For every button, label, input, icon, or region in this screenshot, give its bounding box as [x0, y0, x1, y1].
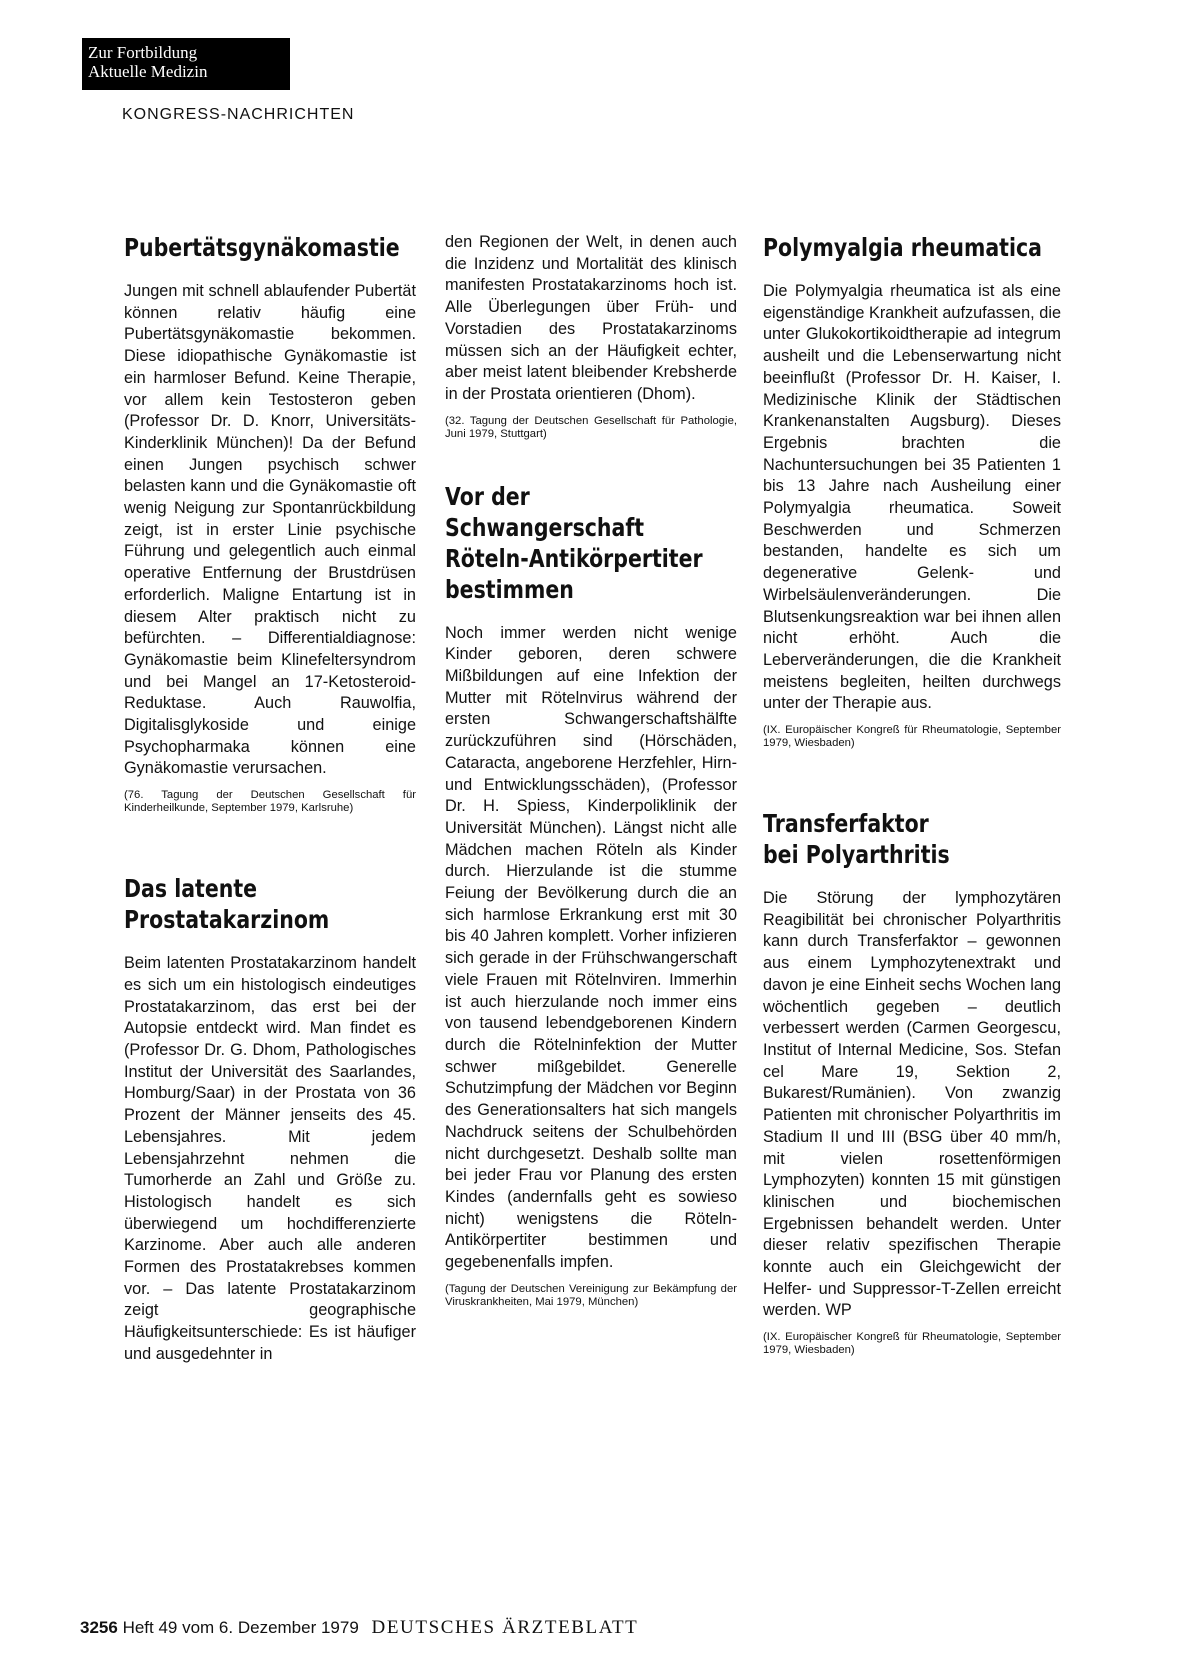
article-source-pubertaet: (76. Tagung der Deutschen Gesellschaft für Kinderheilkunde, September 1979, Karlsruhe) — [124, 789, 416, 815]
article-title-pubertaet: Pubertätsgynäkomastie — [124, 233, 400, 262]
article-title-transfer: Transferfaktor bei Polyarthritis — [763, 809, 950, 870]
column-1 — [124, 232, 416, 1366]
article-body-polymyalgia: Die Polymyalgia rheumatica ist als eine eigenständige Krankheit aufzufassen, die unter Glukokortikoidtherapie ad integrum ausheilt und die Lebenserwartung nicht beeinflußt (Professor Dr. H. Kaiser, I. Medizinische Klinik der Städtischen Krankenanstalten Augsburg). Dieses Ergebnis brachten die Nachuntersuchungen bei 35 Patienten 1 bis 13 Jahre nach Ausheilung einer Polymyalgia rheumatica. Soweit Beschwerden und Schmerzen bestanden, handelte es sich um degenerative Gelenk- und Wirbelsäulenveränderungen. Die Blutsenkungsreaktion war bei ihnen allen nicht erhöht. Auch die Leberveränderungen, die die Krankheit meistens begleiten, heilten durchwegs unter der Therapie aus. — [763, 282, 1061, 713]
article-body-roeteln: Noch immer werden nicht wenige Kinder geboren, deren schwere Mißbildungen auf eine Infektion der Mutter mit Rötelnvirus während der ersten Schwangerschaftshälfte zurückzuführen sind (Hörschäden, Cataracta, angeborene Herzfehler, Hirn- und Entwicklungsschäden), (Professor Dr. H. Spiess, Kinderpoliklinik der Universität München). Längst nicht alle Mädchen machen Röteln als Kinder durch. Hierzulande ist die stumme Feiung der Bevölkerung durch die an sich harmlose Erkrankung erst mit 30 bis 40 Jahren komplett. Vorher infizieren sich gerade in der Frühschwangerschaft viele Frauen mit Rötelnviren. Immerhin ist auch hierzulande noch immer eins von tausend lebendgeborenen Kindern durch die Rötelninfektion der Mutter schwer mißgebildet. Generelle Schutzimpfung der Mädchen vor Beginn des Generationsalters hat sich mangels Nachdruck seitens der Schulbehörden nicht durchgesetzt. Deshalb sollte man bei jeder Frau vor Planung des ersten Kindes (andernfalls geht es sowieso nicht) wenigstens die Röteln-Antikörpertiter bestimmen und gegebenenfalls impfen. — [445, 623, 737, 1272]
column-3 — [763, 232, 1061, 1357]
article-title-roeteln: Vor der Schwangerschaft Röteln-Antikörpertiter bestimmen — [445, 481, 703, 604]
article-source-polymyalgia: (IX. Europäischer Kongreß für Rheumatologie, September 1979, Wiesbaden) — [763, 724, 1061, 750]
column-2 — [445, 232, 737, 1309]
article-title-prostata: Das latente Prostatakarzinom — [124, 874, 330, 935]
article-title-polymyalgia: Polymyalgia rheumatica — [763, 233, 1042, 262]
section-badge — [82, 38, 290, 90]
article-body-transfer: Die Störung der lymphozytären Reagibilität bei chronischer Polyarthritis kann durch Transferfaktor – gewonnen aus einem Lymphozytenextrakt und davon je eine Einheit sechs Wochen lang wöchentlich gegeben – deutlich verbessert werden (Carmen Georgescu, Institut of Internal Medicine, Sos. Stefan cel Mare 19, Sektion 2, Bukarest/Rumänien). Von zwanzig Patienten mit chronischer Polyarthritis im Stadium II und III (BSG über 40 mm/h, mit vielen rosettenförmigen Lymphozyten) konnten 15 mit günstigen klinischen und biochemischen Ergebnissen behandelt werden. Unter dieser relativ spezifischen Therapie konnte auch ein Gleichgewicht der Helfer- und Suppressor-T-Zellen erreicht werden. WP — [763, 889, 1061, 1320]
article-source-roeteln: (Tagung der Deutschen Vereinigung zur Bekämpfung der Viruskrankheiten, Mai 1979, München) — [445, 1282, 737, 1308]
article-body-pubertaet: Jungen mit schnell ablaufender Pubertät können relativ häufig eine Pubertätsgynäkomastie bekommen. Diese idiopathische Gynäkomastie ist ein harmloser Befund. Keine Therapie, vor allem kein Testosteron geben (Professor Dr. D. Knorr, Universitäts-Kinderklinik München)! Da der Befund einen Jungen psychisch schwer belasten kann und die Gynäkomastie oft wenig Neigung zur Spontanrückbildung zeigt, ist in erster Linie psychische Führung und gelegentlich auch einmal operative Entfernung der Brustdrüsen erforderlich. Maligne Entartung ist in diesem Alter praktisch nicht zu befürchten. – Differentialdiagnose: Gynäkomastie beim Klinefeltersyndrom und bei Mangel an 17-Ketosteroid-Reduktase. Auch Rauwolfia, Digitalisglykoside und einige Psychopharmaka können eine Gynäkomastie verursachen. — [124, 282, 416, 778]
magazine-name: DEUTSCHES ÄRZTEBLATT — [371, 1617, 639, 1638]
article-body-prostata-part2: den Regionen der Welt, in denen auch die Inzidenz und Mortalität des klinisch manifesten Prostatakarzinoms hoch ist. Alle Überlegungen über Früh- und Vorstadien des Prostatakarzinoms müssen sich an der Häufigkeit echter, aber meist latent bleibender Krebsherde in der Prostata orientieren (Dhom). — [445, 233, 737, 403]
page-number: 3256 — [80, 1618, 118, 1637]
article-source-transfer: (IX. Europäischer Kongreß für Rheumatologie, September 1979, Wiesbaden) — [763, 1331, 1061, 1357]
article-body-prostata-part1: Beim latenten Prostatakarzinom handelt es sich um ein histologisch eindeutiges Prostatakarzinom, das erst bei der Autopsie entdeckt wird. Man findet es (Professor Dr. G. Dhom, Pathologisches Institut der Universität des Saarlandes, Homburg/Saar) in der Prostata von 36 Prozent der Männer jenseits des 45. Lebensjahres. Mit jedem Lebensjahrzehnt nehmen die Tumorherde an Zahl und Größe zu. Histologisch handelt es sich überwiegend um hochdifferenzierte Karzinome. Aber auch alle anderen Formen des Prostatakrebses kommen vor. – Das latente Prostatakarzinom zeigt geographische Häufigkeitsunterschiede: Es ist häufiger und ausgedehnter in — [124, 954, 416, 1363]
badge-line-2: Aktuelle Medizin — [88, 62, 208, 81]
badge-line-1: Zur Fortbildung — [88, 43, 198, 62]
issue-info: Heft 49 vom 6. Dezember 1979 — [122, 1618, 359, 1637]
page-footer — [80, 1617, 638, 1639]
section-label: KONGRESS-NACHRICHTEN — [122, 106, 355, 123]
article-source-prostata: (32. Tagung der Deutschen Gesellschaft für Pathologie, Juni 1979, Stuttgart) — [445, 414, 737, 440]
